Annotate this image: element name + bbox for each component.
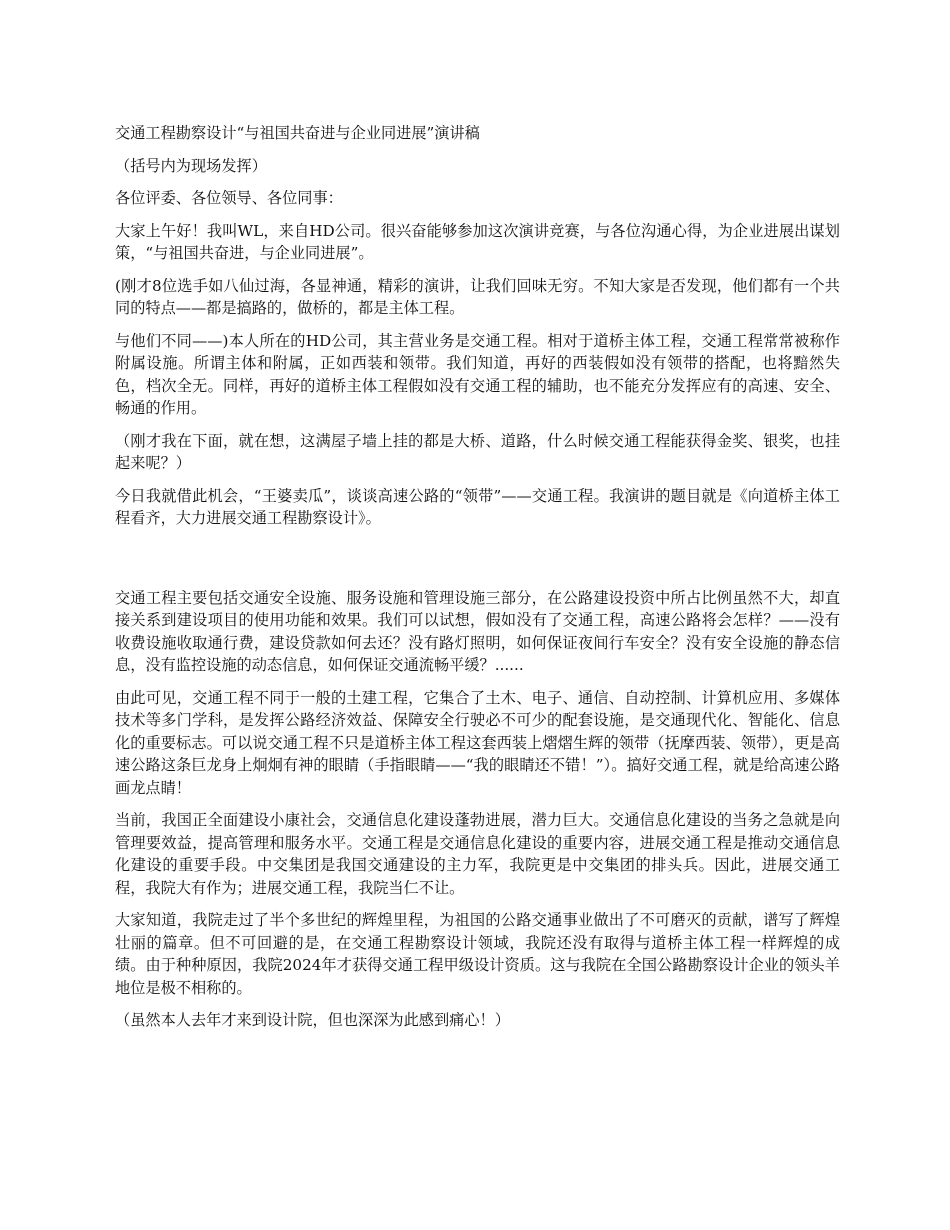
paragraph: （刚才我在下面，就在想，这满屋子墙上挂的都是大桥、道路，什么时候交通工程能获得金奖、银奖，也挂起来呢？） bbox=[115, 431, 840, 472]
document-page bbox=[115, 122, 840, 1042]
blank-gap bbox=[115, 540, 840, 587]
paragraph: (刚才8位选手如八仙过海，各显神通，精彩的演讲，让我们回味无穷。不知大家是否发现，他们都有一个共同的特点——都是搞路的，做桥的，都是主体工程。 bbox=[115, 276, 840, 317]
paragraph: （括号内为现场发挥） bbox=[115, 156, 267, 175]
paragraph: 当前，我国正全面建设小康社会，交通信息化建设蓬勃进展，潜力巨大。交通信息化建设的当务之急就是向管理要效益，提高管理和服务水平。交通工程是交通信息化建设的重要内容，进展交通工程是推动交通信息化建设的重要手段。中交集团是我国交通建设的主力军，我院更是中交集团的排头兵。因此，进展交通工程，我院大有作为；进展交通工程，我院当仁不让。 bbox=[115, 811, 840, 897]
paragraph: 由此可见，交通工程不同于一般的土建工程，它集合了土木、电子、通信、自动控制、计算机应用、多媒体技术等多门学科，是发挥公路经济效益、保障安全行驶必不可少的配套设施，是交通现代化、智能化、信息化的重要标志。可以说交通工程不只是道桥主体工程这套西装上熠熠生辉的领带（抚摩西装、领带），更是高速公路这条巨龙身上炯炯有神的眼睛（手指眼睛——“我的眼睛还不错！”）。搞好交通工程，就是给高速公路画龙点睛！ bbox=[115, 688, 840, 797]
paragraph: （虽然本人去年才来到设计院，但也深深为此感到痛心！） bbox=[115, 1011, 510, 1029]
paragraph: 大家知道，我院走过了半个多世纪的辉煌里程，为祖国的公路交通事业做出了不可磨灭的贡献，谱写了辉煌壮丽的篇章。但不可回避的是，在交通工程勘察设计领域，我院还没有取得与道桥主体工程一样辉煌的成绩。由于种种原因，我院2024年才获得交通工程甲级设计资质。这与我院在全国公路勘察设计企业的领头羊地位是极不相称的。 bbox=[115, 911, 840, 997]
paragraph: 大家上午好！我叫WL，来自HD公司。很兴奋能够参加这次演讲竞赛，与各位沟通心得，为企业进展出谋划策，“与祖国共奋进，与企业同进展”。 bbox=[115, 221, 840, 262]
document-title: 交通工程勘察设计“与祖国共奋进与企业同进展”演讲稿 bbox=[115, 124, 480, 142]
paragraph: 今日我就借此机会，“王婆卖瓜”，谈谈高速公路的“领带”——交通工程。我演讲的题目就是《向道桥主体工程看齐，大力进展交通工程勘察设计》。 bbox=[115, 486, 840, 527]
paragraph: 与他们不同——)本人所在的HD公司，其主营业务是交通工程。相对于道桥主体工程，交通工程常常被称作附属设施。所谓主体和附属，正如西装和领带。我们知道，再好的西装假如没有领带的搭配，也将黯然失色，档次全无。同样，再好的道桥主体工程假如没有交通工程的辅助，也不能充分发挥应有的高速、安全、畅通的作用。 bbox=[115, 331, 840, 417]
paragraph: 交通工程主要包括交通安全设施、服务设施和管理设施三部分，在公路建设投资中所占比例虽然不大，却直接关系到建设项目的使用功能和效果。我们可以试想，假如没有了交通工程，高速公路将会怎样？——没有收费设施收取通行费，建设贷款如何去还？没有路灯照明，如何保证夜间行车安全？没有安全设施的静态信息，没有监控设施的动态信息，如何保证交通流畅平缓？...... bbox=[115, 588, 840, 674]
paragraph: 各位评委、各位领导、各位同事： bbox=[115, 189, 343, 207]
